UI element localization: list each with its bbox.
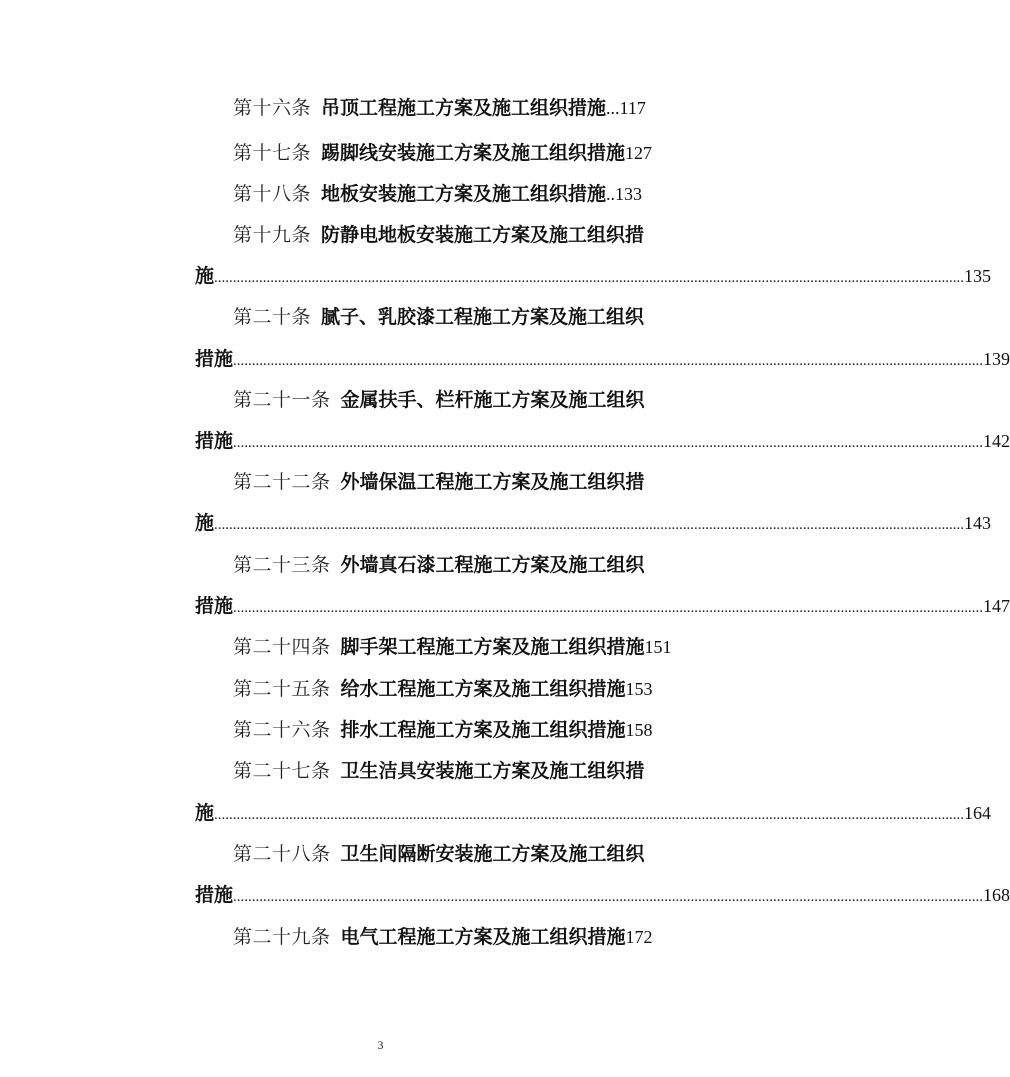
page-ref: 147	[983, 596, 1010, 616]
article-number: 第二十六条	[233, 719, 331, 741]
page-ref: 133	[615, 184, 643, 204]
entry-title: 卫生洁具安装施工方案及施工组织措	[340, 760, 645, 782]
toc-entry-17[interactable]	[233, 138, 663, 168]
toc-entry-29[interactable]	[233, 922, 663, 952]
entry-title-continuation: 措施	[195, 884, 234, 906]
toc-entry-19-continuation[interactable]	[195, 261, 992, 291]
page-ref: 158	[625, 720, 653, 740]
toc-entry-19[interactable]	[233, 220, 663, 250]
entry-title-continuation: 施	[195, 265, 215, 287]
page-ref: 153	[625, 679, 653, 699]
entry-title-continuation: 施	[195, 802, 215, 824]
article-number: 第二十四条	[233, 636, 331, 658]
entry-title: 给水工程施工方案及施工组织措施	[340, 678, 626, 700]
entry-title: 排水工程施工方案及施工组织措施	[340, 719, 626, 741]
dot-leader: ........................................................................................................................................................................................................	[233, 435, 984, 451]
toc-entry-25[interactable]	[233, 674, 663, 704]
entry-title: 金属扶手、栏杆施工方案及施工组织	[340, 389, 645, 411]
toc-entry-23[interactable]	[233, 550, 663, 580]
entry-title-continuation: 措施	[195, 348, 234, 370]
dot-leader: ........................................................................................................................................................................................................	[214, 270, 965, 286]
page-ref: 117	[619, 98, 646, 118]
toc-entry-28[interactable]	[233, 839, 663, 869]
entry-title-continuation: 施	[195, 512, 215, 534]
page-ref: 139	[983, 349, 1010, 369]
page-ref: 168	[983, 885, 1010, 905]
article-number: 第二十九条	[233, 926, 331, 948]
dot-leader: ...	[606, 98, 620, 118]
article-number: 第十七条	[233, 142, 312, 164]
entry-title: 外墙真石漆工程施工方案及施工组织	[340, 554, 645, 576]
entry-title: 吊顶工程施工方案及施工组织措施	[321, 97, 607, 119]
toc-entry-24[interactable]	[233, 632, 672, 662]
toc-entry-21-continuation[interactable]	[195, 426, 1010, 456]
toc-entry-27[interactable]	[233, 756, 663, 786]
article-number: 第二十二条	[233, 471, 331, 493]
article-number: 第二十一条	[233, 389, 331, 411]
entry-title: 防静电地板安装施工方案及施工组织措	[321, 224, 645, 246]
article-number: 第十八条	[233, 183, 312, 205]
entry-title-continuation: 措施	[195, 430, 234, 452]
page-ref: 164	[964, 803, 992, 823]
dot-leader: ........................................................................................................................................................................................................	[233, 353, 984, 369]
page-ref: 143	[964, 513, 992, 533]
entry-title: 卫生间隔断安装施工方案及施工组织	[340, 843, 645, 865]
entry-title: 外墙保温工程施工方案及施工组织措	[340, 471, 645, 493]
article-number: 第二十八条	[233, 843, 331, 865]
dot-leader: ..	[606, 184, 616, 204]
page-ref: 172	[625, 927, 653, 947]
dot-leader: ........................................................................................................................................................................................................	[214, 517, 965, 533]
toc-entry-16[interactable]	[233, 93, 663, 123]
entry-title: 脚手架工程施工方案及施工组织措施	[340, 636, 645, 658]
toc-entry-26[interactable]	[233, 715, 663, 745]
article-number: 第二十五条	[233, 678, 331, 700]
entry-title-continuation: 措施	[195, 595, 234, 617]
dot-leader: ........................................................................................................................................................................................................	[214, 807, 965, 823]
page-ref: 142	[983, 431, 1010, 451]
entry-title: 地板安装施工方案及施工组织措施	[321, 183, 607, 205]
toc-entry-20[interactable]	[233, 302, 663, 332]
toc-entry-27-continuation[interactable]	[195, 798, 992, 828]
entry-title: 腻子、乳胶漆工程施工方案及施工组织	[321, 306, 645, 328]
toc-entry-20-continuation[interactable]	[195, 344, 1010, 374]
entry-title: 踢脚线安装施工方案及施工组织措施	[321, 142, 626, 164]
page-number: 3	[377, 1038, 384, 1052]
page-ref: 151	[644, 637, 672, 657]
article-number: 第十六条	[233, 97, 312, 119]
article-number: 第二十条	[233, 306, 312, 328]
article-number: 第十九条	[233, 224, 312, 246]
toc-entry-22[interactable]	[233, 467, 663, 497]
article-number: 第二十七条	[233, 760, 331, 782]
page-ref: 135	[964, 266, 992, 286]
toc-entry-18[interactable]	[233, 179, 663, 209]
dot-leader: ........................................................................................................................................................................................................	[233, 600, 984, 616]
page-ref: 127	[625, 143, 653, 163]
toc-entry-21[interactable]	[233, 385, 663, 415]
toc-entry-28-continuation[interactable]	[195, 880, 1010, 910]
dot-leader: ........................................................................................................................................................................................................	[233, 889, 984, 905]
entry-title: 电气工程施工方案及施工组织措施	[340, 926, 626, 948]
toc-entry-22-continuation[interactable]	[195, 508, 992, 538]
article-number: 第二十三条	[233, 554, 331, 576]
toc-entry-23-continuation[interactable]	[195, 591, 1010, 621]
